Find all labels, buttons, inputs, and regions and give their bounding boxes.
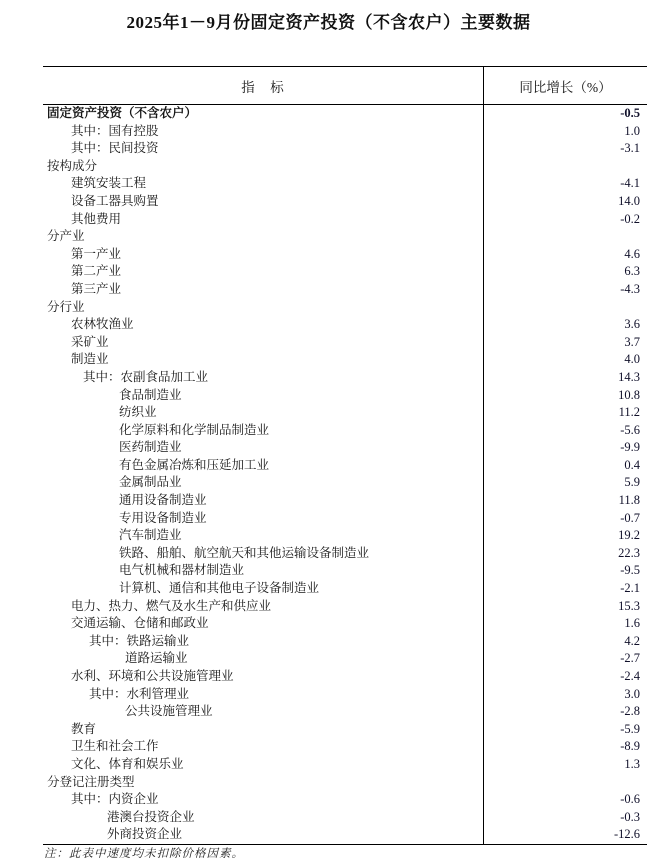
table-row bbox=[43, 422, 647, 440]
row-label: 医药制造业 bbox=[119, 440, 182, 455]
table-row bbox=[43, 686, 647, 704]
row-value: -0.6 bbox=[483, 791, 647, 809]
row-label: 其他费用 bbox=[71, 211, 122, 226]
row-value: 1.6 bbox=[483, 615, 647, 633]
table-row bbox=[43, 721, 647, 739]
table-row bbox=[43, 668, 647, 686]
table-row bbox=[43, 510, 647, 528]
row-label: 其中：国有控股 bbox=[71, 123, 159, 138]
row-value: 4.2 bbox=[483, 633, 647, 651]
row-value: 1.0 bbox=[483, 123, 647, 141]
row-label: 分登记注册类型 bbox=[47, 774, 135, 789]
table-row bbox=[43, 211, 647, 229]
table-row bbox=[43, 404, 647, 422]
row-label: 文化、体育和娱乐业 bbox=[71, 756, 184, 771]
table-row bbox=[43, 826, 647, 844]
table-row bbox=[43, 527, 647, 545]
row-label: 电气机械和器材制造业 bbox=[119, 563, 245, 578]
row-label: 采矿业 bbox=[71, 334, 109, 349]
row-value: 1.3 bbox=[483, 756, 647, 774]
row-label: 农林牧渔业 bbox=[71, 317, 134, 332]
table-row bbox=[43, 545, 647, 563]
row-value: 22.3 bbox=[483, 545, 647, 563]
table-row bbox=[43, 615, 647, 633]
row-label: 汽车制造业 bbox=[119, 528, 182, 543]
row-label: 金属制品业 bbox=[119, 475, 182, 490]
row-value bbox=[483, 228, 647, 246]
row-label: 水利、环境和公共设施管理业 bbox=[71, 669, 234, 683]
row-label: 计算机、通信和其他电子设备制造业 bbox=[119, 581, 320, 596]
table-row bbox=[43, 474, 647, 492]
row-value bbox=[483, 158, 647, 176]
table-row bbox=[43, 562, 647, 580]
table-row bbox=[43, 703, 647, 721]
row-label: 设备工器具购置 bbox=[71, 193, 159, 208]
row-label: 其中：民间投资 bbox=[71, 141, 159, 156]
row-value: 19.2 bbox=[483, 527, 647, 545]
row-value: 3.6 bbox=[483, 316, 647, 334]
row-label: 固定资产投资（不含农户） bbox=[47, 106, 198, 120]
table-row bbox=[43, 281, 647, 299]
row-value bbox=[483, 299, 647, 317]
row-value: -8.9 bbox=[483, 738, 647, 756]
row-label: 铁路、船舶、航空航天和其他运输设备制造业 bbox=[119, 545, 370, 560]
row-value: 14.3 bbox=[483, 369, 647, 387]
row-value: 0.4 bbox=[483, 457, 647, 475]
table-row bbox=[43, 123, 647, 141]
row-value: 14.0 bbox=[483, 193, 647, 211]
table-row bbox=[43, 650, 647, 668]
row-label: 第一产业 bbox=[71, 246, 122, 261]
row-label: 教育 bbox=[71, 721, 97, 736]
table-row bbox=[43, 369, 647, 387]
row-value: 11.8 bbox=[483, 492, 647, 510]
footnote: 注：此表中速度均未扣除价格因素。 bbox=[44, 848, 244, 860]
row-label: 有色金属冶炼和压延加工业 bbox=[119, 457, 270, 472]
row-value: -9.5 bbox=[483, 562, 647, 580]
table-row bbox=[43, 263, 647, 281]
statistics-table bbox=[43, 66, 647, 845]
table-row bbox=[43, 228, 647, 246]
row-value: -3.1 bbox=[483, 140, 647, 158]
table-header bbox=[43, 67, 647, 105]
table-row bbox=[43, 633, 647, 651]
row-value: -5.9 bbox=[483, 721, 647, 739]
table-body bbox=[43, 105, 647, 844]
row-value bbox=[483, 774, 647, 792]
row-value: 15.3 bbox=[483, 598, 647, 616]
row-label: 第三产业 bbox=[71, 281, 122, 296]
row-value: 3.0 bbox=[483, 686, 647, 704]
table-row bbox=[43, 791, 647, 809]
row-value: 10.8 bbox=[483, 387, 647, 405]
row-label: 卫生和社会工作 bbox=[71, 739, 159, 754]
row-value: -4.1 bbox=[483, 175, 647, 193]
row-label: 通用设备制造业 bbox=[119, 493, 207, 508]
row-value: 5.9 bbox=[483, 474, 647, 492]
row-label: 交通运输、仓储和邮政业 bbox=[71, 616, 209, 631]
row-value: 11.2 bbox=[483, 404, 647, 422]
table-row bbox=[43, 105, 647, 123]
table-row bbox=[43, 809, 647, 827]
row-label: 制造业 bbox=[71, 352, 109, 367]
table-row bbox=[43, 598, 647, 616]
table-row bbox=[43, 439, 647, 457]
row-label: 建筑安装工程 bbox=[71, 176, 147, 191]
table-row bbox=[43, 457, 647, 475]
row-value: -0.5 bbox=[483, 105, 647, 123]
page-title: 2025年1－9月份固定资产投资（不含农户）主要数据 bbox=[126, 13, 531, 32]
table-row bbox=[43, 316, 647, 334]
row-value: 4.6 bbox=[483, 246, 647, 264]
table-row bbox=[43, 299, 647, 317]
header-indicator-label: 指 标 bbox=[241, 79, 285, 95]
table-row bbox=[43, 351, 647, 369]
row-label: 其中：农副食品加工业 bbox=[83, 369, 209, 384]
row-label: 道路运输业 bbox=[125, 651, 188, 666]
row-label: 按构成分 bbox=[47, 158, 98, 173]
row-label: 专用设备制造业 bbox=[119, 510, 207, 525]
row-value: 3.7 bbox=[483, 334, 647, 352]
row-value: -0.7 bbox=[483, 510, 647, 528]
table-row bbox=[43, 492, 647, 510]
row-value: -0.2 bbox=[483, 211, 647, 229]
table-row bbox=[43, 334, 647, 352]
row-label: 外商投资企业 bbox=[107, 827, 183, 842]
table-row bbox=[43, 193, 647, 211]
row-value: 6.3 bbox=[483, 263, 647, 281]
row-value: -2.7 bbox=[483, 650, 647, 668]
table-row bbox=[43, 387, 647, 405]
table-row bbox=[43, 774, 647, 792]
row-label: 电力、热力、燃气及水生产和供应业 bbox=[71, 598, 272, 613]
row-label: 分产业 bbox=[47, 229, 85, 244]
row-label: 第二产业 bbox=[71, 264, 122, 279]
row-value: -12.6 bbox=[483, 826, 647, 844]
row-value: 4.0 bbox=[483, 351, 647, 369]
row-value: -2.4 bbox=[483, 668, 647, 686]
table-row bbox=[43, 158, 647, 176]
row-label: 其中：内资企业 bbox=[71, 792, 159, 807]
row-label: 其中：水利管理业 bbox=[89, 686, 190, 701]
row-label: 港澳台投资企业 bbox=[107, 809, 195, 824]
row-value: -4.3 bbox=[483, 281, 647, 299]
table-row bbox=[43, 738, 647, 756]
row-label: 分行业 bbox=[47, 299, 85, 314]
row-value: -0.3 bbox=[483, 809, 647, 827]
table-row bbox=[43, 580, 647, 598]
table-row bbox=[43, 140, 647, 158]
table-row bbox=[43, 246, 647, 264]
row-value: -5.6 bbox=[483, 422, 647, 440]
table-row bbox=[43, 175, 647, 193]
row-label: 食品制造业 bbox=[119, 387, 182, 402]
row-label: 纺织业 bbox=[119, 405, 157, 420]
header-growth-label: 同比增长（%） bbox=[483, 67, 647, 104]
table-row bbox=[43, 756, 647, 774]
row-value: -2.1 bbox=[483, 580, 647, 598]
row-label: 其中：铁路运输业 bbox=[89, 633, 190, 648]
row-label: 化学原料和化学制品制造业 bbox=[119, 422, 270, 437]
row-value: -9.9 bbox=[483, 439, 647, 457]
row-label: 公共设施管理业 bbox=[125, 704, 213, 719]
row-value: -2.8 bbox=[483, 703, 647, 721]
